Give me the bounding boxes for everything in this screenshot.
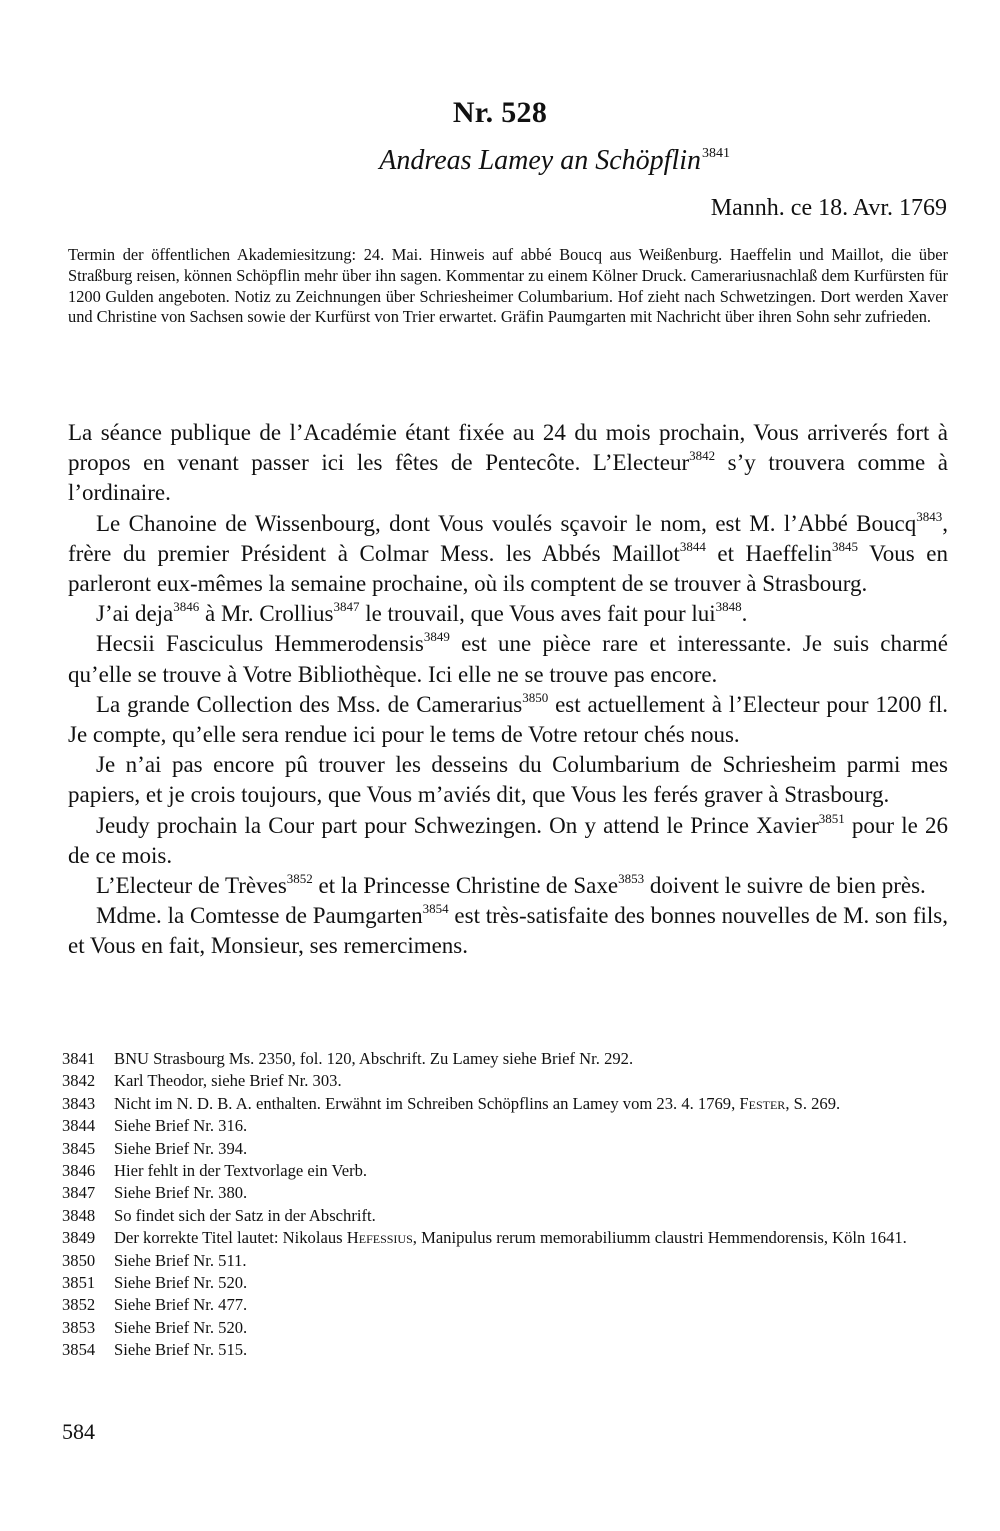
body-text: est une pièce rare et interessante. Je suis charmé qu’elle se trouve à Votre Bibliothèque. Ici elle ne se trouve pas encore. xyxy=(68,631,948,687)
body-text: Mdme. la Comtesse de Paumgarten xyxy=(96,903,423,929)
footnote-number: 3851 xyxy=(62,1273,96,1293)
body-text: L’Electeur de Trèves xyxy=(96,873,287,899)
body-paragraph xyxy=(68,871,948,901)
footnote xyxy=(62,1227,947,1249)
letter-date: Mannh. ce 18. Avr. 1769 xyxy=(710,195,947,221)
author-name: Hefessius xyxy=(346,1228,413,1248)
body-paragraph xyxy=(68,690,948,750)
footnote xyxy=(62,1339,947,1361)
body-paragraph xyxy=(68,901,948,961)
footnote-text: Siehe Brief Nr. 380. xyxy=(114,1183,248,1203)
footnote-number: 3854 xyxy=(62,1340,96,1360)
footnote xyxy=(62,1115,947,1137)
page-number: 584 xyxy=(62,1419,95,1444)
footnote-number: 3848 xyxy=(62,1205,96,1225)
footnote-number: 3847 xyxy=(62,1183,96,1203)
footnote-number: 3853 xyxy=(62,1317,96,1337)
letter-title xyxy=(379,145,730,177)
body-text: doivent le suivre de bien près. xyxy=(644,873,926,899)
body-text: Le Chanoine de Wissenbourg, dont Vous voulés sçavoir le nom, est M. l’Abbé Boucq xyxy=(96,510,917,536)
letter-body xyxy=(68,418,948,962)
footnote-number: 3843 xyxy=(62,1093,96,1113)
footnote xyxy=(62,1272,947,1294)
footnote-text-part: Nicht im N. D. B. A. enthalten. Erwähnt im Schreiben Schöpflins an Lamey vom 23. 4. 1769, xyxy=(114,1093,736,1113)
footnote xyxy=(62,1182,947,1204)
body-text: le trouvail, que Vous aves fait pour lui xyxy=(359,601,716,627)
footnote-ref: 3844 xyxy=(679,538,706,554)
letter-number: Nr. 528 xyxy=(452,96,548,129)
footnote xyxy=(62,1070,947,1092)
footnote-text: Siehe Brief Nr. 520. xyxy=(114,1273,248,1293)
footnote xyxy=(62,1160,947,1182)
footnote-ref: 3845 xyxy=(831,538,858,554)
footnote-number: 3849 xyxy=(62,1228,96,1248)
body-paragraph xyxy=(68,418,948,509)
body-paragraph xyxy=(68,750,948,810)
footnote-ref: 3848 xyxy=(715,599,742,615)
footnote-ref: 3852 xyxy=(286,871,313,887)
footnote-ref: 3849 xyxy=(423,629,450,645)
footnote-number: 3846 xyxy=(62,1161,96,1181)
footnote-ref: 3843 xyxy=(916,508,943,524)
footnote-text: Siehe Brief Nr. 394. xyxy=(114,1138,248,1158)
author-name: Fester xyxy=(739,1093,786,1113)
footnote xyxy=(62,1317,947,1339)
footnote-text: Hier fehlt in der Textvorlage ein Verb. xyxy=(114,1161,368,1181)
footnote-text: Siehe Brief Nr. 520. xyxy=(114,1317,248,1337)
body-paragraph xyxy=(68,599,948,629)
footnote-ref: 3850 xyxy=(522,689,549,705)
body-text: pour le 26 de ce mois. xyxy=(68,812,948,868)
footnote-ref: 3841 xyxy=(702,146,730,161)
body-text: est très-satisfaite des bonnes nouvelles de M. son fils, et Vous en fait, Monsieur, ses remercimens. xyxy=(68,903,948,959)
footnote-ref: 3851 xyxy=(818,810,845,826)
footnote-text: So findet sich der Satz in der Abschrift. xyxy=(114,1205,376,1225)
body-text: La séance publique de l’Académie étant fixée au 24 du mois prochain, Vous arriverés fort à propos en venant passer ici les fêtes de Pentecôte. L’Electeur xyxy=(68,420,948,476)
footnote-number: 3842 xyxy=(62,1071,96,1091)
footnote-text xyxy=(114,1227,947,1249)
footnote-ref: 3847 xyxy=(333,599,360,615)
body-text: . xyxy=(741,601,748,627)
footnote-text: Siehe Brief Nr. 515. xyxy=(114,1340,248,1360)
body-text: La grande Collection des Mss. de Camerarius xyxy=(96,691,523,717)
footnote xyxy=(62,1205,947,1227)
footnote-text: Siehe Brief Nr. 316. xyxy=(114,1116,248,1136)
letter-summary: Termin der öffentlichen Akademiesitzung: 24. Mai. Hinweis auf abbé Boucq aus Weißenburg. Haeffelin und Maillot, die über Straßburg reisen, können Schöpflin mehr über ihn sagen. Kommentar zu einem Kölner Druck. Camerariusnachlaß dem Kurfürsten für 1200 Gulden angeboten. Notiz zu Zeichnungen über Schriesheimer Columbarium. Hof zieht nach Schwetzingen. Dort werden Xaver und Christine von Sachsen sowie der Kurfürst von Trier erwartet. Gräfin Paumgarten mit Nachricht über ihren Sohn sehr zufrieden. xyxy=(68,245,948,327)
footnote-number: 3852 xyxy=(62,1295,96,1315)
footnote-text: Siehe Brief Nr. 477. xyxy=(114,1295,248,1315)
footnote-ref: 3853 xyxy=(618,871,645,887)
footnote-number: 3850 xyxy=(62,1250,96,1270)
footnote-number: 3845 xyxy=(62,1138,96,1158)
body-text: Je n’ai pas encore pû trouver les desseins du Columbarium de Schriesheim parmi mes papiers, et je crois toujours, que Vous m’aviés dit, que Vous les ferés graver à Strasbourg. xyxy=(68,752,948,808)
body-paragraph xyxy=(68,509,948,600)
body-text: Hecsii Fasciculus Hemmerodensis xyxy=(96,631,424,657)
footnote-ref: 3842 xyxy=(689,448,716,464)
footnote-text: Karl Theodor, siehe Brief Nr. 303. xyxy=(114,1071,342,1091)
letter-title-text: Andreas Lamey an Schöpflin xyxy=(379,145,701,176)
body-text: et la Princesse Christine de Saxe xyxy=(312,873,619,899)
body-text: est actuellement à l’Electeur pour 1200 fl. Je compte, qu’elle sera rendue ici pour le tems de Votre retour chés nous. xyxy=(68,691,949,748)
body-text: s’y trouvera comme à l’ordinaire. xyxy=(68,450,948,506)
body-text: , frère du premier Président à Colmar Mess. les Abbés Maillot xyxy=(68,510,948,566)
body-text: et Haeffelin xyxy=(705,540,832,566)
body-paragraph xyxy=(68,629,948,689)
body-text: Vous en parleront eux-mêmes la semaine prochaine, où ils comptent de se trouver à Strasbourg. xyxy=(68,540,948,597)
body-text: Jeudy prochain la Cour part pour Schwezingen. On y attend le Prince Xavier xyxy=(96,812,819,838)
footnote-ref: 3846 xyxy=(173,599,200,615)
footnote-text-part: Der korrekte Titel lautet: Nikolaus xyxy=(114,1228,343,1248)
footnote-text xyxy=(114,1093,947,1115)
footnote xyxy=(62,1093,947,1115)
footnotes xyxy=(62,1048,947,1362)
body-paragraph xyxy=(68,811,948,871)
footnote-text: Siehe Brief Nr. 511. xyxy=(114,1250,247,1270)
footnote xyxy=(62,1250,947,1272)
footnote-text: BNU Strasbourg Ms. 2350, fol. 120, Abschrift. Zu Lamey siehe Brief Nr. 292. xyxy=(114,1049,634,1068)
footnote-number: 3844 xyxy=(62,1116,96,1136)
footnote-number: 3841 xyxy=(62,1049,96,1068)
footnote xyxy=(62,1048,947,1070)
footnote-ref: 3854 xyxy=(422,901,449,917)
body-text: J’ai deja xyxy=(96,601,174,627)
footnote xyxy=(62,1294,947,1316)
body-text: à Mr. Crollius xyxy=(199,601,334,627)
footnote xyxy=(62,1138,947,1160)
footnote-text-part: , S. 269. xyxy=(785,1093,841,1113)
footnote-text-part: , Manipulus rerum memorabiliumm claustri Hemmendorensis, Köln 1641. xyxy=(412,1228,907,1248)
